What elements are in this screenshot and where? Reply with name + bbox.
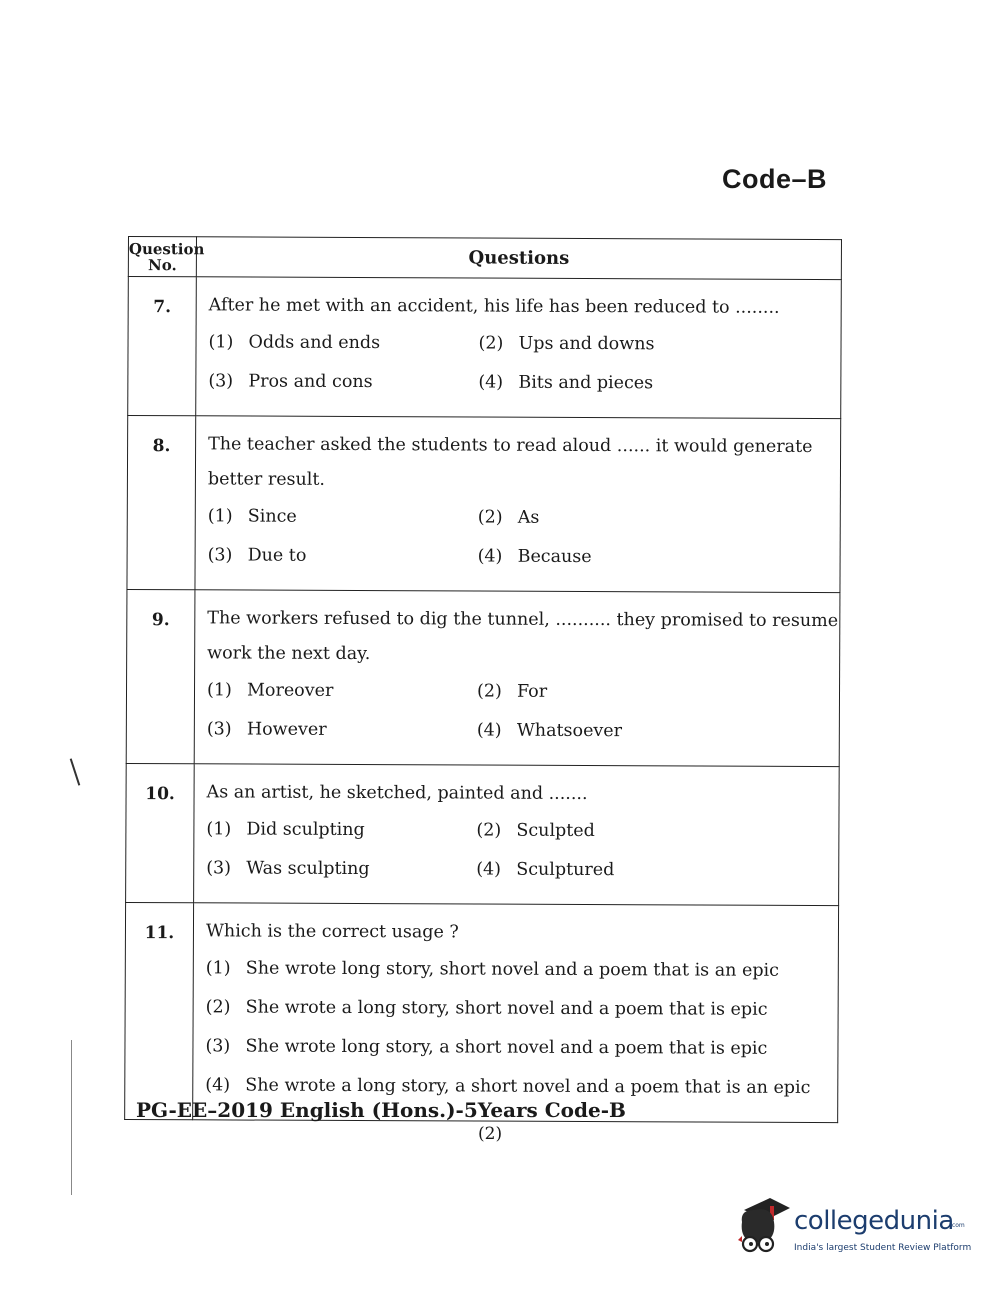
- option: (2) Ups and downs: [478, 333, 655, 355]
- question-body: [196, 277, 842, 419]
- option: (4) Sculptured: [476, 859, 615, 881]
- option: (3) She wrote long story, a short novel and a poem that is epic: [205, 1036, 768, 1059]
- question-number: 11.: [125, 902, 194, 1119]
- option: (2) Sculpted: [476, 820, 595, 842]
- question-row: [125, 902, 839, 1122]
- option: (1) Since: [207, 506, 297, 527]
- option: (4) Whatsoever: [476, 720, 623, 742]
- header-question-no: Question No.: [128, 237, 196, 277]
- option: (2) For: [476, 681, 548, 702]
- question-row: [126, 589, 840, 766]
- question-stem: As an artist, he sketched, painted and .......: [206, 782, 588, 805]
- option: (3) However: [206, 719, 327, 740]
- logo-suffix: .com: [950, 1222, 965, 1229]
- options-list: [205, 949, 838, 1108]
- option: (1) Odds and ends: [208, 332, 381, 354]
- question-row: [126, 763, 840, 905]
- options-grid: [206, 810, 838, 891]
- question-number: 8.: [127, 416, 196, 590]
- page-number: (2): [478, 1124, 503, 1144]
- option: (3) Pros and cons: [208, 371, 373, 393]
- question-number: 9.: [126, 589, 195, 763]
- question-body: [195, 416, 841, 593]
- header-questions: Questions: [196, 237, 841, 280]
- table-header: [128, 237, 841, 280]
- option: (2) She wrote a long story, short novel and a poem that is epic: [205, 997, 768, 1020]
- option: (4) She wrote a long story, a short novel and a poem that is an epic: [205, 1075, 811, 1098]
- options-grid: [208, 323, 840, 404]
- question-number: 10.: [126, 763, 195, 902]
- questions-table: [124, 236, 842, 1123]
- option: (3) Due to: [207, 545, 307, 566]
- option: (4) Bits and pieces: [478, 372, 654, 394]
- option: (4) Because: [477, 546, 592, 568]
- question-stem: After he met with an accident, his life has been reduced to ........: [208, 295, 780, 318]
- question-stem: The workers refused to dig the tunnel, .......... they promised to resume work the next day.: [207, 608, 839, 665]
- logo-wordmark: collegedunia: [794, 1206, 954, 1236]
- question-row: [128, 277, 842, 419]
- footer-exam-code: PG-EE–2019 English (Hons.)-5Years Code-B: [136, 1098, 626, 1122]
- option: (3) Was sculpting: [206, 858, 370, 880]
- code-title: Code–B: [722, 164, 828, 194]
- option: (1) Moreover: [206, 680, 334, 701]
- option: (2) As: [477, 507, 540, 528]
- option: (1) She wrote long story, short novel and a poem that is an epic: [205, 958, 779, 981]
- question-body: [194, 764, 840, 906]
- logo-tagline: India's largest Student Review Platform: [794, 1243, 972, 1253]
- question-body: [194, 590, 840, 767]
- question-stem: Which is the correct usage ?: [205, 921, 459, 943]
- option: (1) Did sculpting: [206, 819, 365, 841]
- question-row: [127, 416, 841, 593]
- question-number: 7.: [128, 277, 197, 416]
- question-stem: The teacher asked the students to read aloud ...... it would generate better result.: [207, 434, 813, 490]
- collegedunia-logo: [736, 1196, 972, 1260]
- scan-margin-line: [71, 1040, 72, 1195]
- scan-mark: [70, 758, 81, 785]
- options-grid: [208, 497, 840, 578]
- options-grid: [207, 671, 839, 752]
- mascot-icon: [736, 1196, 792, 1260]
- question-body: [193, 903, 839, 1123]
